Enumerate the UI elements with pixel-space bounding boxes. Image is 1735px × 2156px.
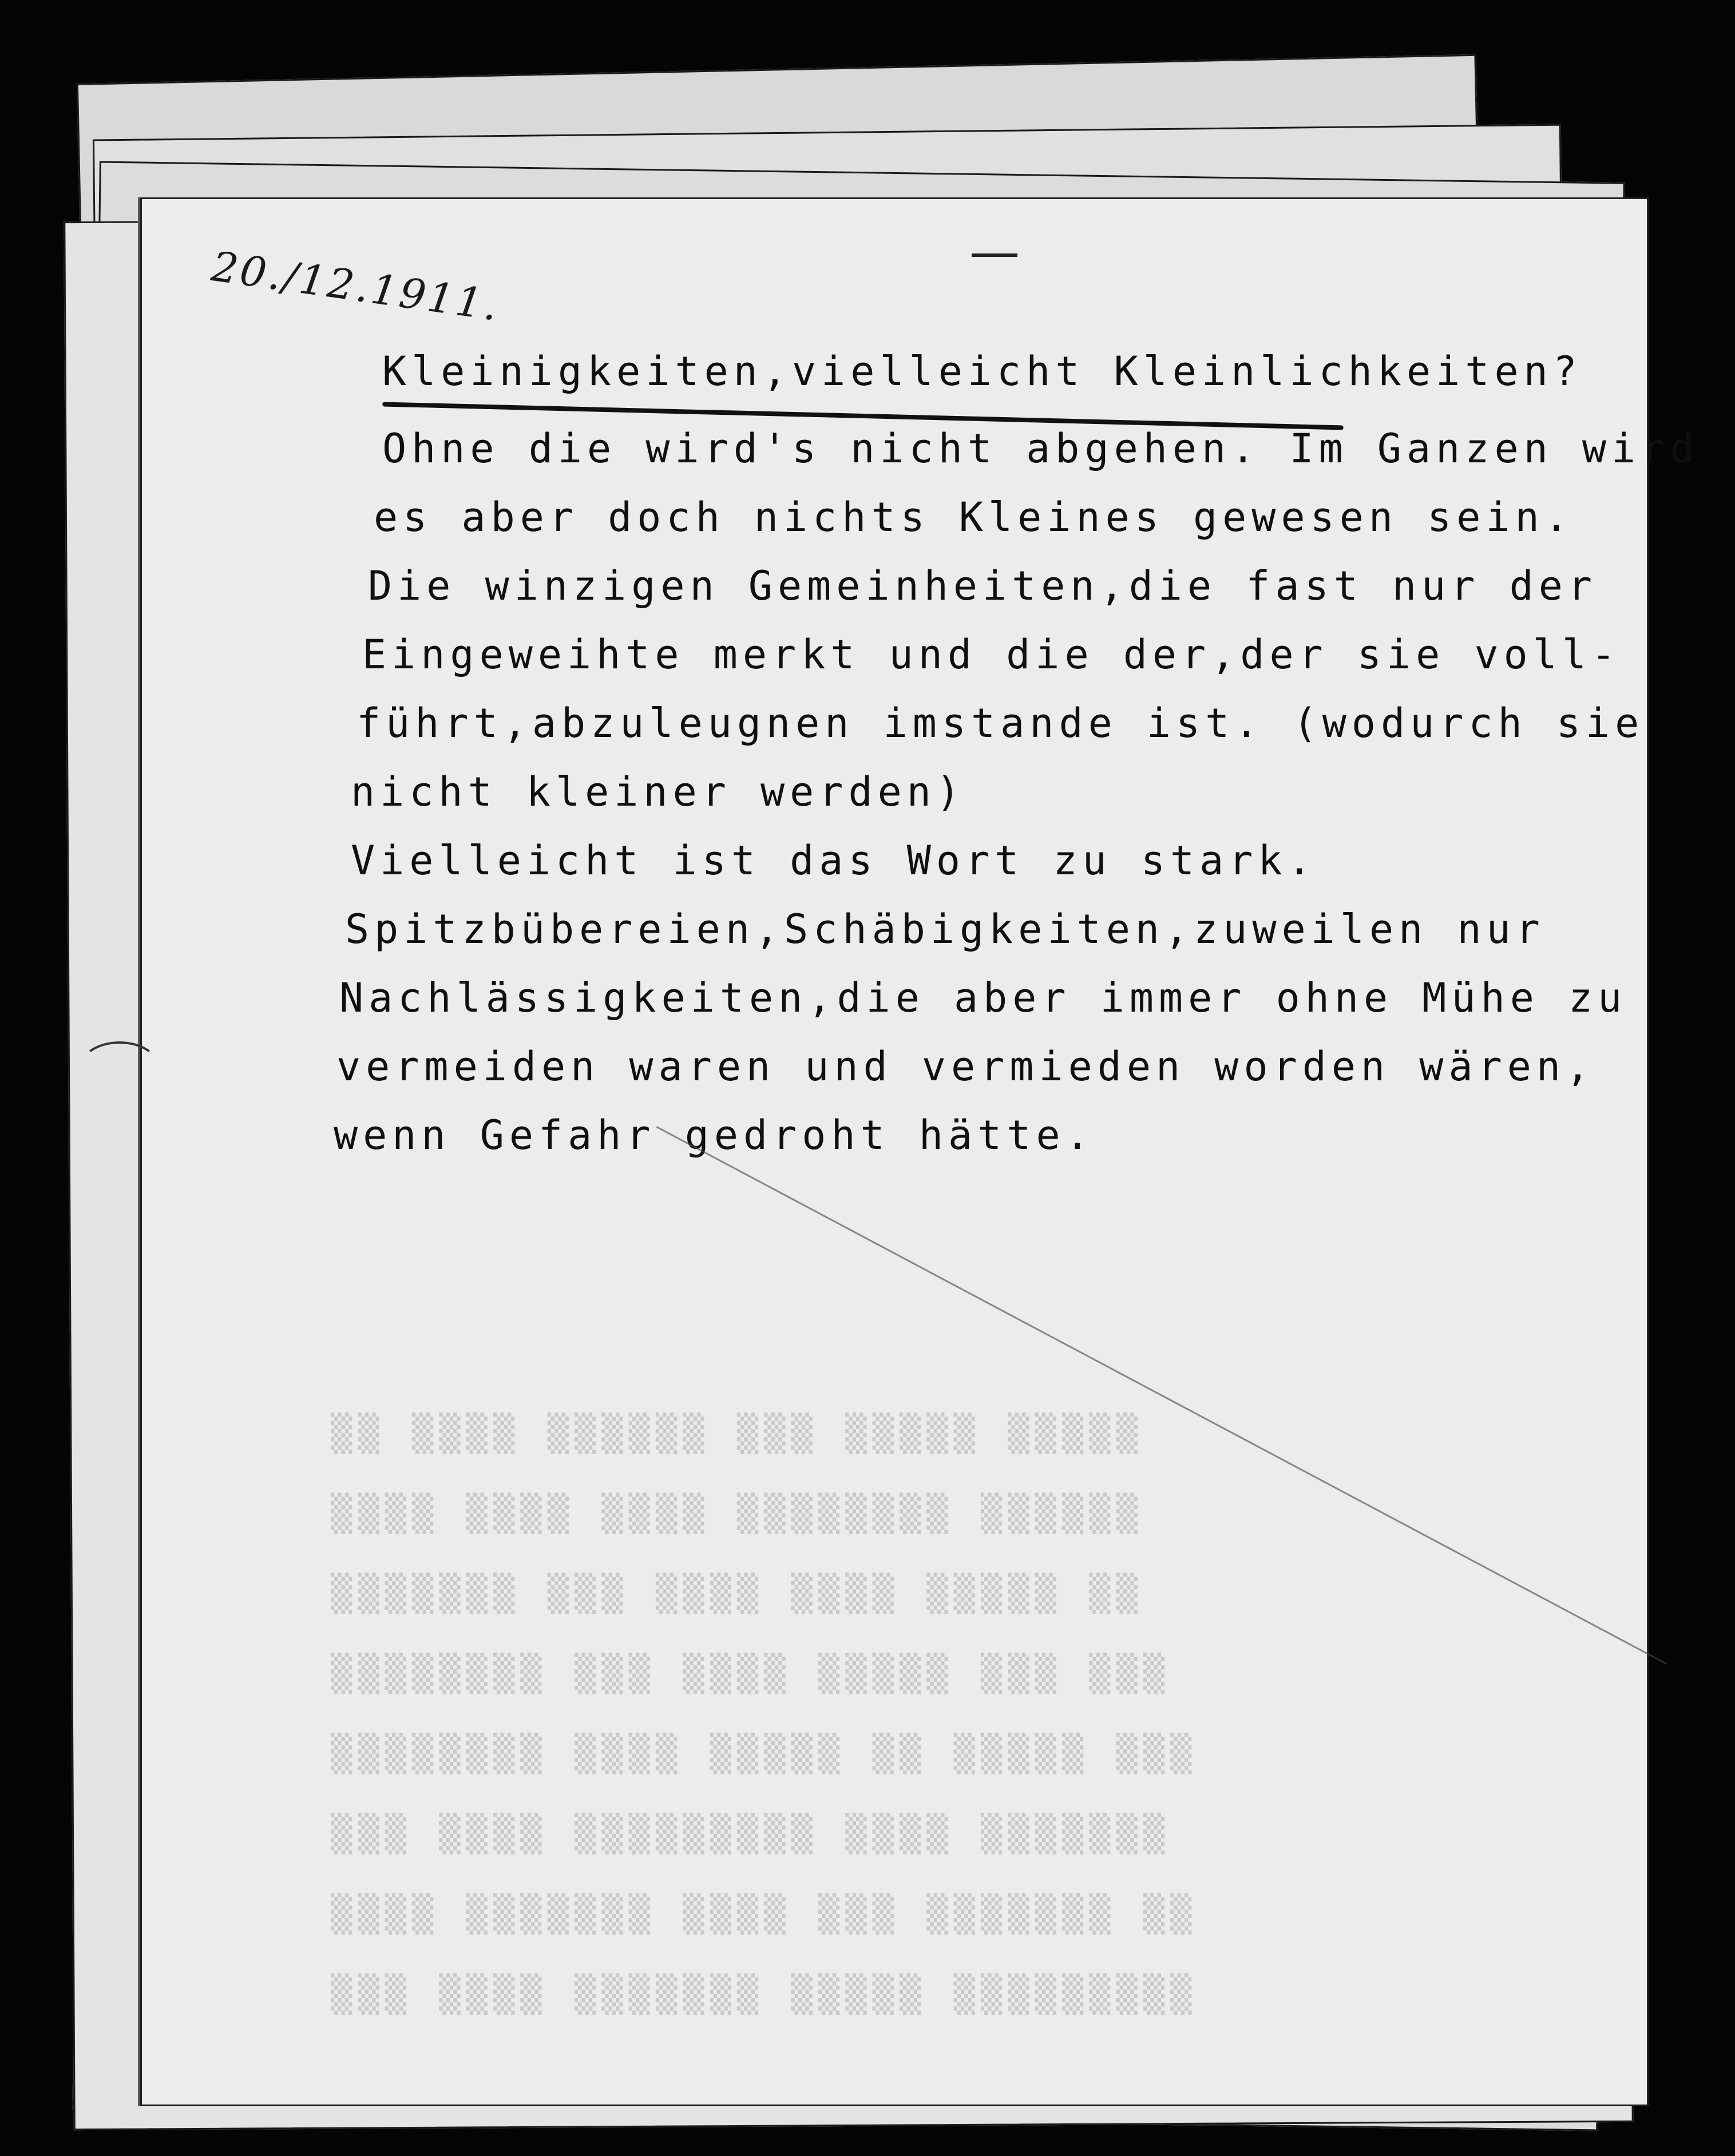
text-line: Nachlässigkeiten,die aber immer ohne Mühe zu bbox=[339, 974, 1627, 1021]
bleed-through-text: ▒▒▒ ▒▒▒▒ ▒▒▒▒▒▒▒▒▒ ▒▒▒▒ ▒▒▒▒▒▒▒ bbox=[331, 1813, 1171, 1854]
text-line: Vielleicht ist das Wort zu stark. bbox=[351, 837, 1317, 884]
text-line: Die winzigen Gemeinheiten,die fast nur der bbox=[368, 562, 1598, 609]
bleed-through-text: ▒▒▒▒▒▒▒ ▒▒▒ ▒▒▒▒ ▒▒▒▒ ▒▒▒▒▒ ▒▒ bbox=[331, 1572, 1143, 1614]
page-mark bbox=[972, 253, 1017, 257]
bleed-through-text: ▒▒ ▒▒▒▒ ▒▒▒▒▒▒ ▒▒▒ ▒▒▒▒▒ ▒▒▒▒▒ bbox=[331, 1412, 1143, 1454]
text-line: wenn Gefahr gedroht hätte. bbox=[334, 1112, 1095, 1159]
typewritten-page bbox=[140, 197, 1700, 2106]
bleed-through-text: ▒▒▒▒▒▒▒▒ ▒▒▒▒ ▒▒▒▒▒ ▒▒ ▒▒▒▒▒ ▒▒▒ bbox=[331, 1733, 1198, 1774]
text-line: führt,abzuleugnen imstande ist. (wodurch sie bbox=[356, 700, 1645, 747]
text-line: nicht kleiner werden) bbox=[351, 768, 966, 815]
text-line: Spitzbübereien,Schäbigkeiten,zuweilen nur bbox=[345, 906, 1545, 953]
text-line: es aber doch nichts Kleines gewesen sein. bbox=[374, 494, 1574, 541]
bleed-through-text: ▒▒▒▒▒▒▒▒ ▒▒▒ ▒▒▒▒ ▒▒▒▒▒ ▒▒▒ ▒▒▒ bbox=[331, 1652, 1171, 1694]
text-line: vermeiden waren und vermieden worden wären, bbox=[336, 1043, 1595, 1090]
text-line: Ohne die wird's nicht abgehen. Im Ganzen wird bbox=[382, 425, 1700, 472]
bleed-through-text: ▒▒▒▒ ▒▒▒▒ ▒▒▒▒ ▒▒▒▒▒▒▒▒ ▒▒▒▒▒▒ bbox=[331, 1492, 1143, 1534]
binding-mark bbox=[80, 1041, 159, 1092]
heading-line: Kleinigkeiten,vielleicht Kleinlichkeiten? bbox=[382, 348, 1582, 395]
handwritten-date: 20./12.1911. bbox=[208, 242, 503, 330]
bleed-through-text: ▒▒▒ ▒▒▒▒ ▒▒▒▒▒▒▒ ▒▒▒▒▒ ▒▒▒▒▒▒▒▒▒ bbox=[331, 1973, 1198, 2015]
bleed-through-text: ▒▒▒▒ ▒▒▒▒▒▒▒ ▒▒▒▒ ▒▒▒ ▒▒▒▒▒▒▒ ▒▒ bbox=[331, 1893, 1198, 1935]
text-line: Eingeweihte merkt und die der,der sie voll- bbox=[362, 631, 1621, 678]
